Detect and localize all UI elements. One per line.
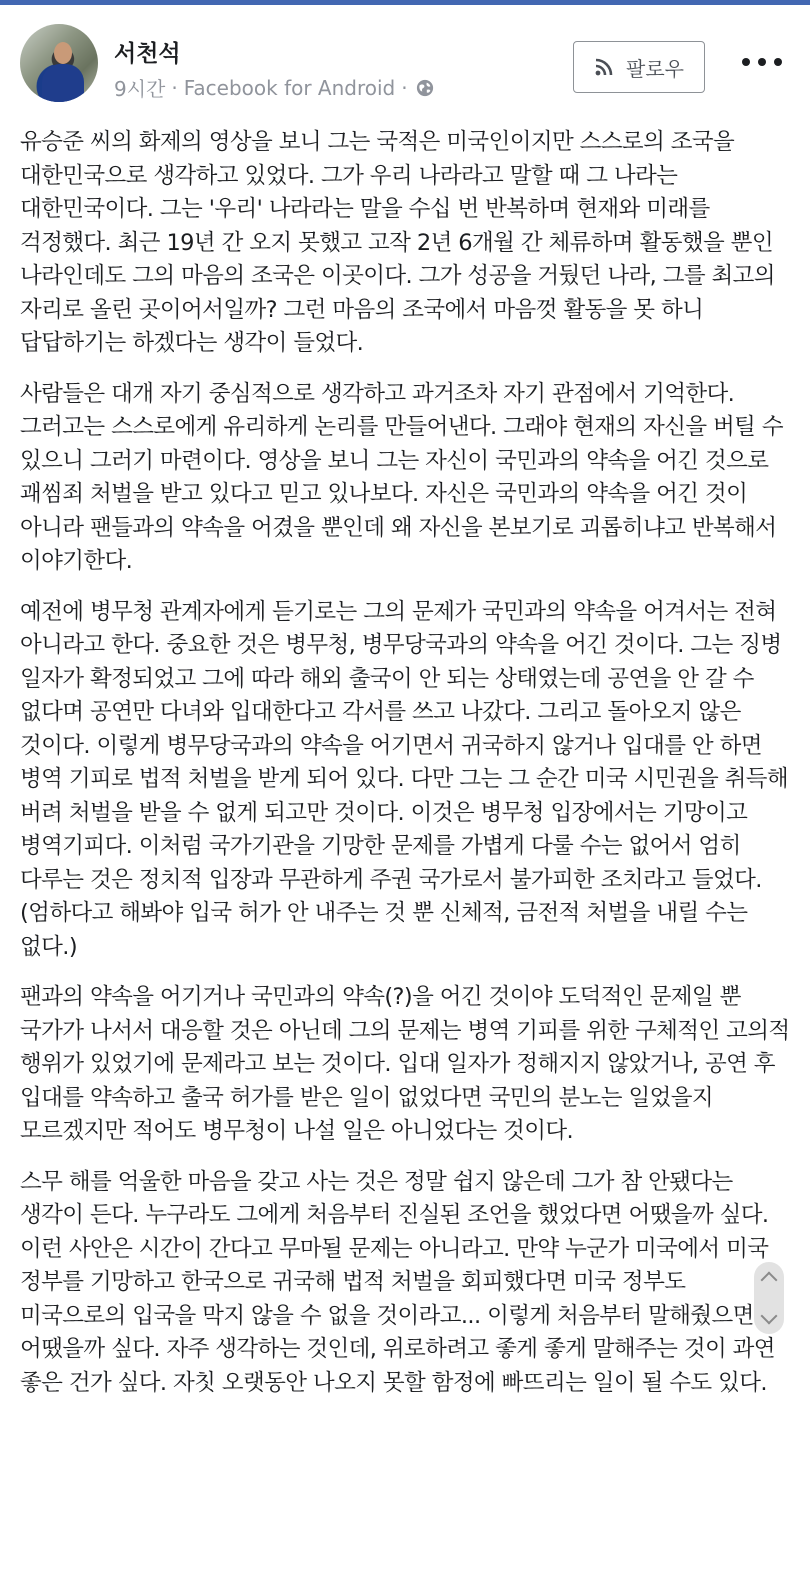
- follow-button[interactable]: [573, 41, 705, 93]
- post-time[interactable]: 9시간: [114, 77, 166, 101]
- post-paragraph-3: 예전에 병무청 관계자에게 듣기로는 그의 문제가 국민과의 약속을 어겨서는 전혀 아니라고 한다. 중요한 것은 병무청, 병무당국과의 약속을 어긴 것이다. 그는 징병 일자가 확정되었고 그에 따라 해외 출국이 안 되는 상태였는데 공연을 안 갈 수 없다며 공연만 다녀와 입대한다고 각서를 쓰고 나갔다. 그리고 돌아오지 않은 것이다. 이렇게 병무당국과의 약속을 어기면서 귀국하지 않거나 입대를 안 하면 병역 기피로 법적 처벌을 받게 되어 있다. 다만 그는 그 순간 미국 시민권을 취득해 버려 처벌을 받을 수 없게 되고만 것이다. 이것은 병무청 입장에서는 기망이고 병역기피다. 이처럼 국가기관을 기망한 문제를 가볍게 다룰 수는 없어서 엄히 다루는 것은 정치적 입장과 무관하게 주권 국가로서 불가피한 조치라고 들었다. (엄하다고 해봐야 입국 허가 안 내주는 것 뿐 신체적, 금전적 처벌을 내릴 수는 없다.): [20, 598, 789, 960]
- post-paragraph-1: 유승준 씨의 화제의 영상을 보니 그는 국적은 미국인이지만 스스로의 조국을 대한민국으로 생각하고 있었다. 그가 우리 나라라고 말할 때 그 나라는 대한민국이다. 그는 '우리' 나라라는 말을 수십 번 반복하며 현재와 미래를 걱정했다. 최근 19년 간 오지 못했고 고작 2년 6개월 간 체류하며 활동했을 뿐인 나라인데도 그의 마음의 조국은 이곳이다. 그가 성공을 거뒀던 나라, 그를 최고의 자리로 올린 곳이어서일까? 그런 마음의 조국에서 마음껏 활동을 못 하니 답답하기는 하겠다는 생각이 들었다.: [20, 129, 775, 356]
- post-source: Facebook for Android: [183, 75, 396, 100]
- post-paragraph-2: 사람들은 대개 자기 중심적으로 생각하고 과거조차 자기 관점에서 기억한다. 그러고는 스스로에게 유리하게 논리를 만들어낸다. 그래야 현재의 자신을 버틸 수 있으니 그러기 마련이다. 영상을 보니 그는 자신이 국민과의 약속을 어긴 것으로 괘씸죄 처벌을 받고 있다고 믿고 있나보다. 자신은 국민과의 약속을 어긴 것이 아니라 팬들과의 약속을 어겼을 뿐인데 왜 자신을 본보기로 괴롭히냐고 반복해서 이야기한다.: [20, 380, 783, 574]
- more-dot: [742, 58, 750, 66]
- globe-icon: [416, 79, 434, 97]
- avatar-face: [54, 42, 72, 64]
- post-paragraph-5: 스무 해를 억울한 마음을 갖고 사는 것은 정말 쉽지 않은데 그가 참 안됐다는 생각이 든다. 누구라도 그에게 처음부터 진실된 조언을 했었다면 어땠을까 싶다. 이런 사안은 시간이 간다고 무마될 문제는 아니라고. 만약 누군가 미국에서 미국 정부를 기망하고 한국으로 귀국해 법적 처벌을 회피했다면 미국 정부도 미국으로의 입국을 막지 않을 수 없을 것이라고... 이렇게 처음부터 말해줬으면 어땠을까 싶다. 자주 생각하는 것인데, 위로하려고 좋게 좋게 말해주는 것이 과연 좋은 건가 싶다. 자칫 오랫동안 나오지 못할 함정에 빠뜨리는 일이 될 수도 있다.: [20, 1168, 775, 1396]
- post-body: [20, 126, 790, 1417]
- chevron-down-icon: [761, 1308, 778, 1325]
- follow-button-label: 팔로우: [626, 56, 684, 81]
- post-header: [0, 5, 810, 115]
- post-paragraph-4: 팬과의 약속을 어기거나 국민과의 약속(?)을 어긴 것이야 도덕적인 문제일 뿐 국가가 나서서 대응할 것은 아닌데 그의 문제는 병역 기피를 위한 구체적인 고의적 행위가 있었기에 문제라고 보는 것이다. 입대 일자가 정해지지 않았거나, 공연 후 입대를 약속하고 출국 허가를 받은 일이 없었다면 국민의 분노는 일었을지 모르겠지만 적어도 병무청이 나설 일은 아니었다는 것이다.: [20, 984, 790, 1144]
- more-dot: [758, 58, 766, 66]
- meta-separator-2: ·: [401, 75, 408, 100]
- post-meta: [114, 73, 434, 102]
- chevron-up-icon: [761, 1272, 778, 1289]
- rss-icon: [594, 57, 614, 77]
- more-dot: [774, 58, 782, 66]
- avatar-body: [42, 64, 84, 102]
- more-dots-icon[interactable]: [742, 51, 782, 73]
- meta-separator: ·: [171, 75, 178, 100]
- scroll-handle[interactable]: [754, 1262, 784, 1334]
- avatar[interactable]: [20, 24, 98, 102]
- author-name[interactable]: 서천석: [114, 41, 181, 67]
